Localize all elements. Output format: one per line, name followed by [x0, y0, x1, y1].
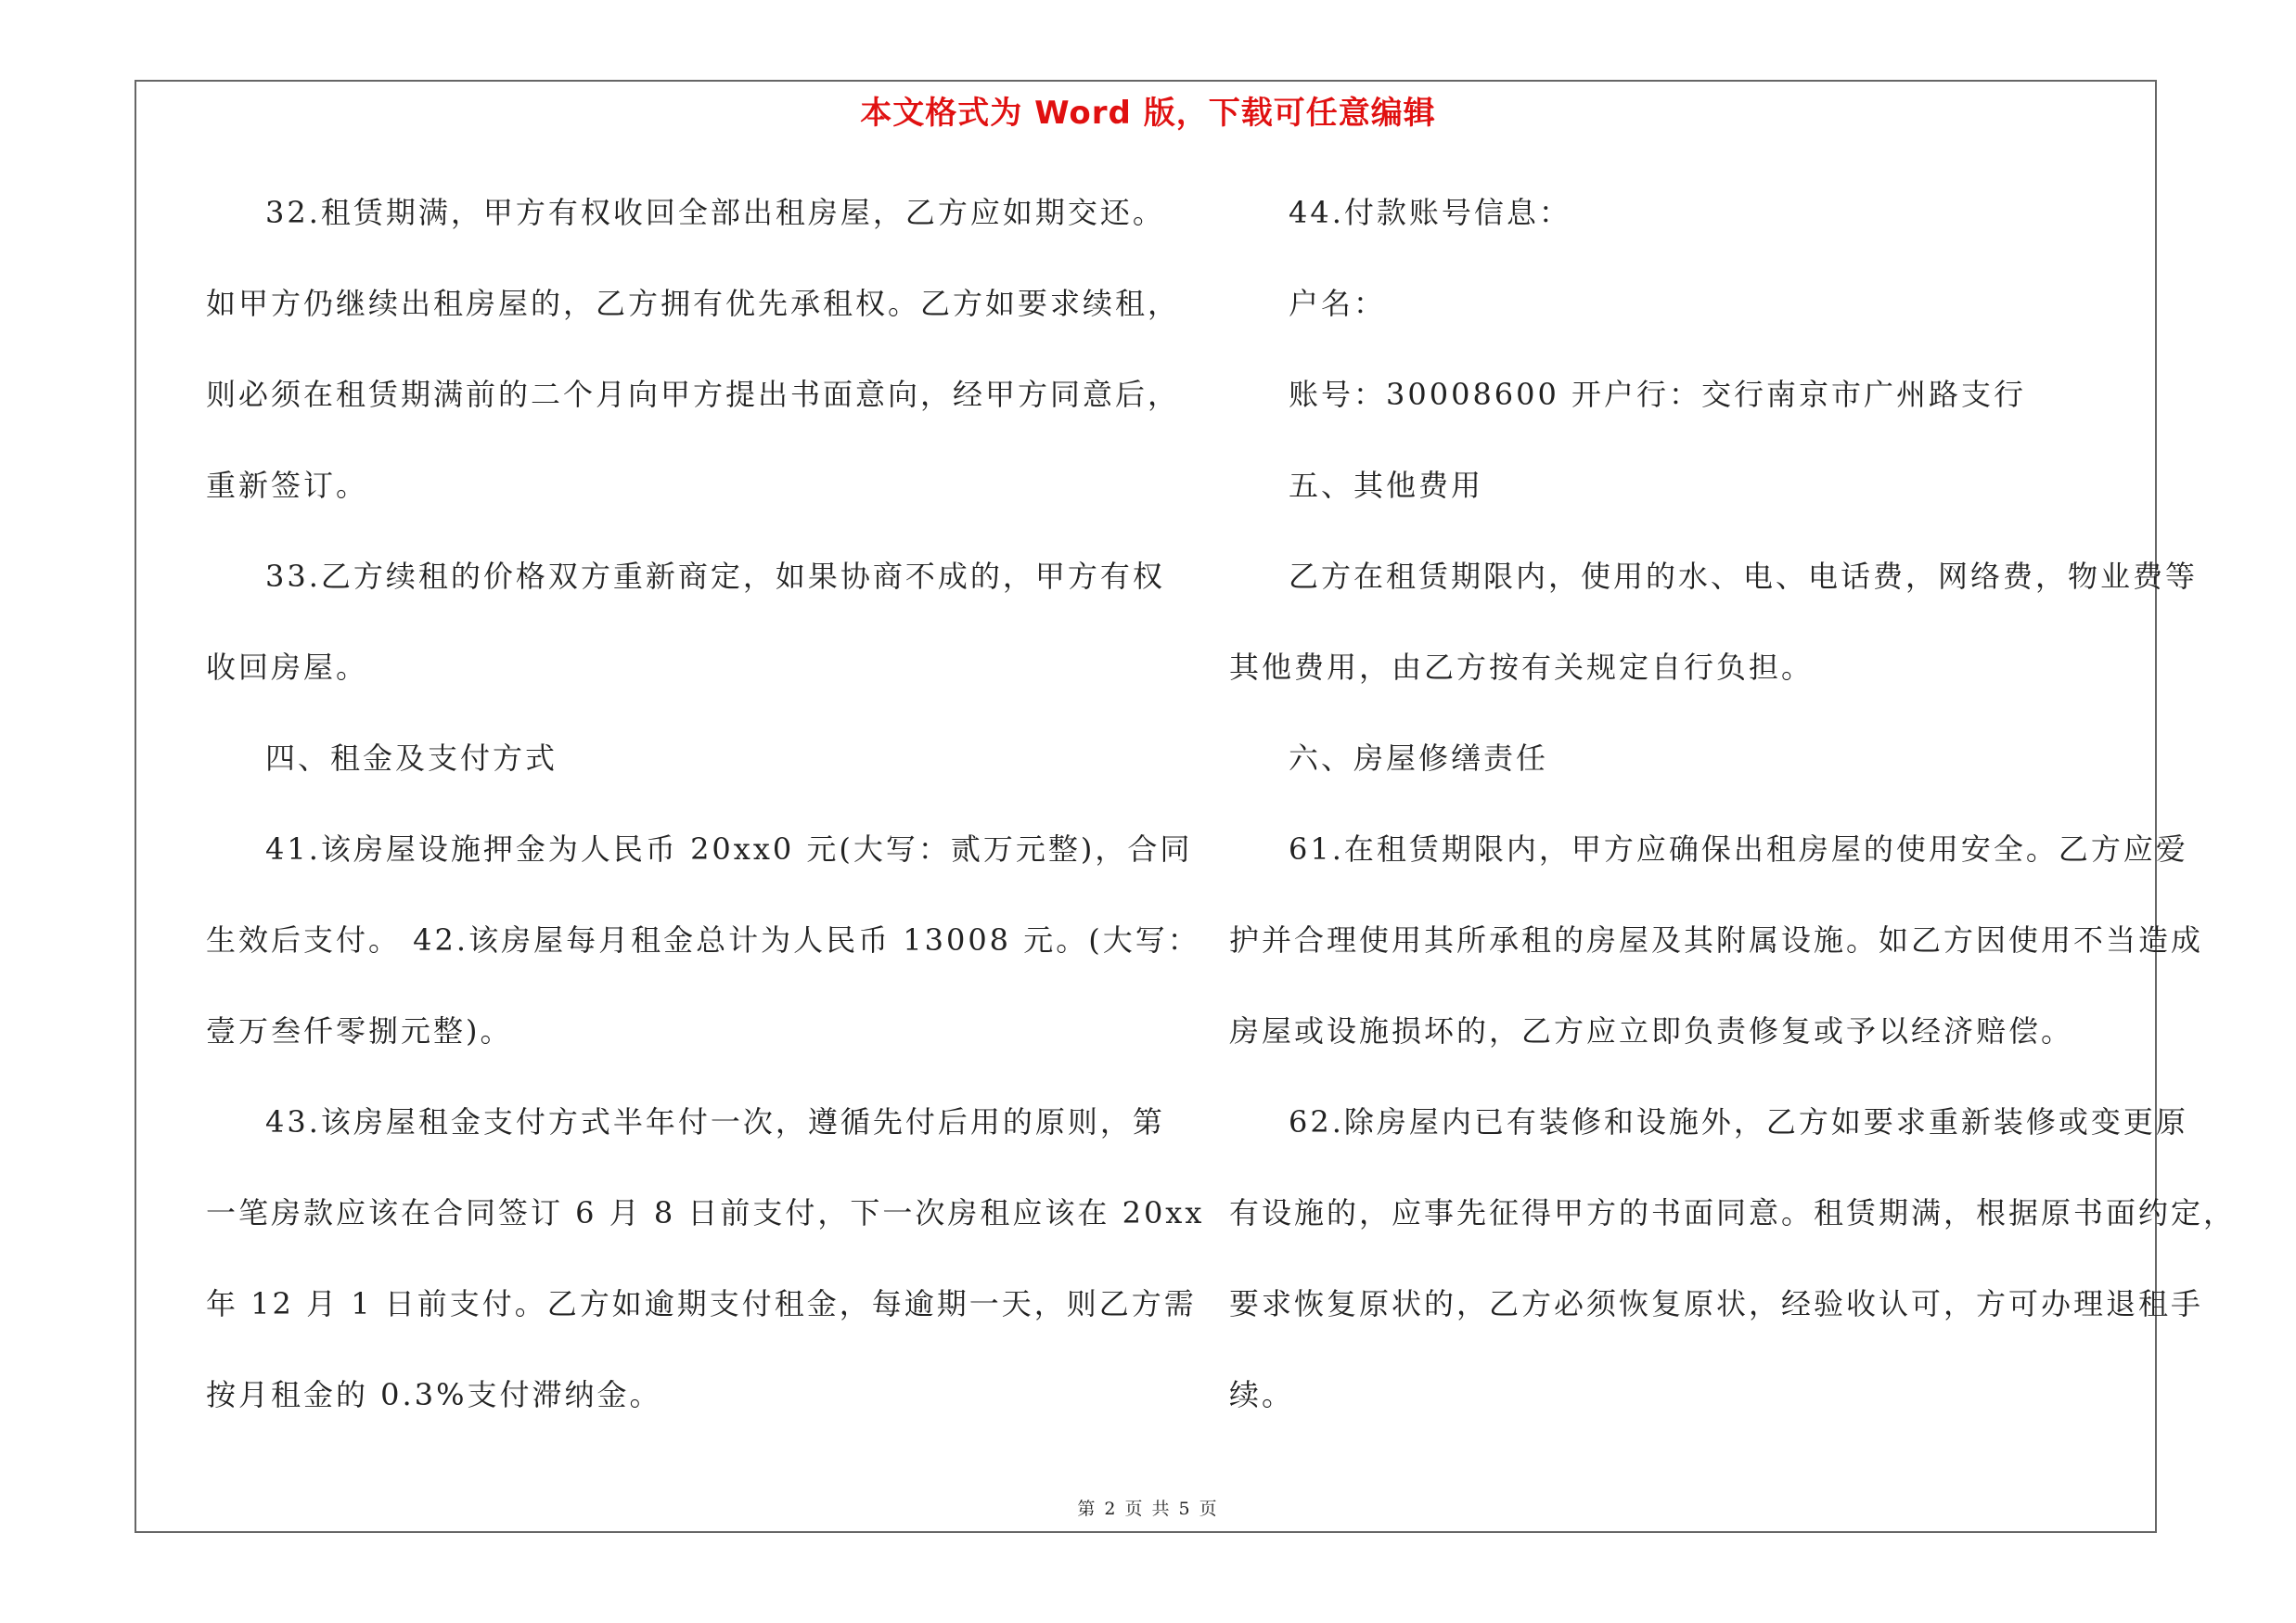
paragraph-line: 44.付款账号信息：: [1289, 195, 1571, 230]
paragraph-line: 要求恢复原状的，乙方必须恢复原状，经验收认可，方可办理退租手: [1229, 1286, 2204, 1321]
section-heading: 六、房屋修缮责任: [1289, 741, 1549, 776]
paragraph-line: 则必须在租赁期满前的二个月向甲方提出书面意向，经甲方同意后，: [206, 377, 1181, 412]
paragraph-line: 43.该房屋租金支付方式半年付一次，遵循先付后用的原则，第: [265, 1104, 1165, 1140]
paragraph-line: 账号：30008600 开户行：交行南京市广州路支行: [1289, 377, 2027, 412]
paragraph-line: 按月租金的 0.3%支付滞纳金。: [206, 1377, 662, 1412]
paragraph-line: 户名：: [1289, 286, 1387, 321]
page-number-footer: 第 2 页 共 5 页: [1077, 1499, 1219, 1519]
paragraph-line: 62.除房屋内已有装修和设施外，乙方如要求重新装修或变更原: [1289, 1104, 2188, 1140]
paragraph-line: 32.租赁期满，甲方有权收回全部出租房屋，乙方应如期交还。: [265, 195, 1165, 230]
paragraph-line: 其他费用，由乙方按有关规定自行负担。: [1229, 650, 1815, 685]
section-heading: 五、其他费用: [1289, 468, 1484, 503]
paragraph-line: 41.该房屋设施押金为人民币 20xx0 元(大写：贰万元整)，合同: [265, 831, 1193, 867]
paragraph-line: 收回房屋。: [206, 650, 369, 685]
paragraph-line: 33.乙方续租的价格双方重新商定，如果协商不成的，甲方有权: [265, 559, 1165, 594]
right-column: [1229, 181, 2237, 1454]
paragraph-line: 护并合理使用其所承租的房屋及其附属设施。如乙方因使用不当造成: [1229, 922, 2204, 958]
paragraph-line: 有设施的，应事先征得甲方的书面同意。租赁期满，根据原书面约定，: [1229, 1195, 2237, 1230]
paragraph-line: 乙方在租赁期限内，使用的水、电、电话费，网络费，物业费等: [1289, 559, 2199, 594]
paragraph-line: 壹万叁仟零捌元整)。: [206, 1013, 513, 1049]
left-column: [206, 181, 1205, 1454]
paragraph-line: 61.在租赁期限内，甲方应确保出租房屋的使用安全。乙方应爱: [1289, 831, 2188, 867]
paragraph-line: 重新签订。: [206, 468, 369, 503]
format-notice-banner: 本文格式为 Word 版，下载可任意编辑: [860, 95, 1436, 132]
paragraph-line: 年 12 月 1 日前支付。乙方如逾期支付租金，每逾期一天，则乙方需: [206, 1286, 1197, 1321]
paragraph-line: 如甲方仍继续出租房屋的，乙方拥有优先承租权。乙方如要求续租，: [206, 286, 1181, 321]
paragraph-line: 续。: [1229, 1377, 1295, 1412]
paragraph-line: 房屋或设施损坏的，乙方应立即负责修复或予以经济赔偿。: [1229, 1013, 2074, 1049]
paragraph-line: 一笔房款应该在合同签订 6 月 8 日前支付，下一次房租应该在 20xx: [206, 1195, 1205, 1230]
paragraph-line: 生效后支付。 42.该房屋每月租金总计为人民币 13008 元。(大写：: [206, 922, 1200, 958]
section-heading: 四、租金及支付方式: [265, 741, 558, 776]
